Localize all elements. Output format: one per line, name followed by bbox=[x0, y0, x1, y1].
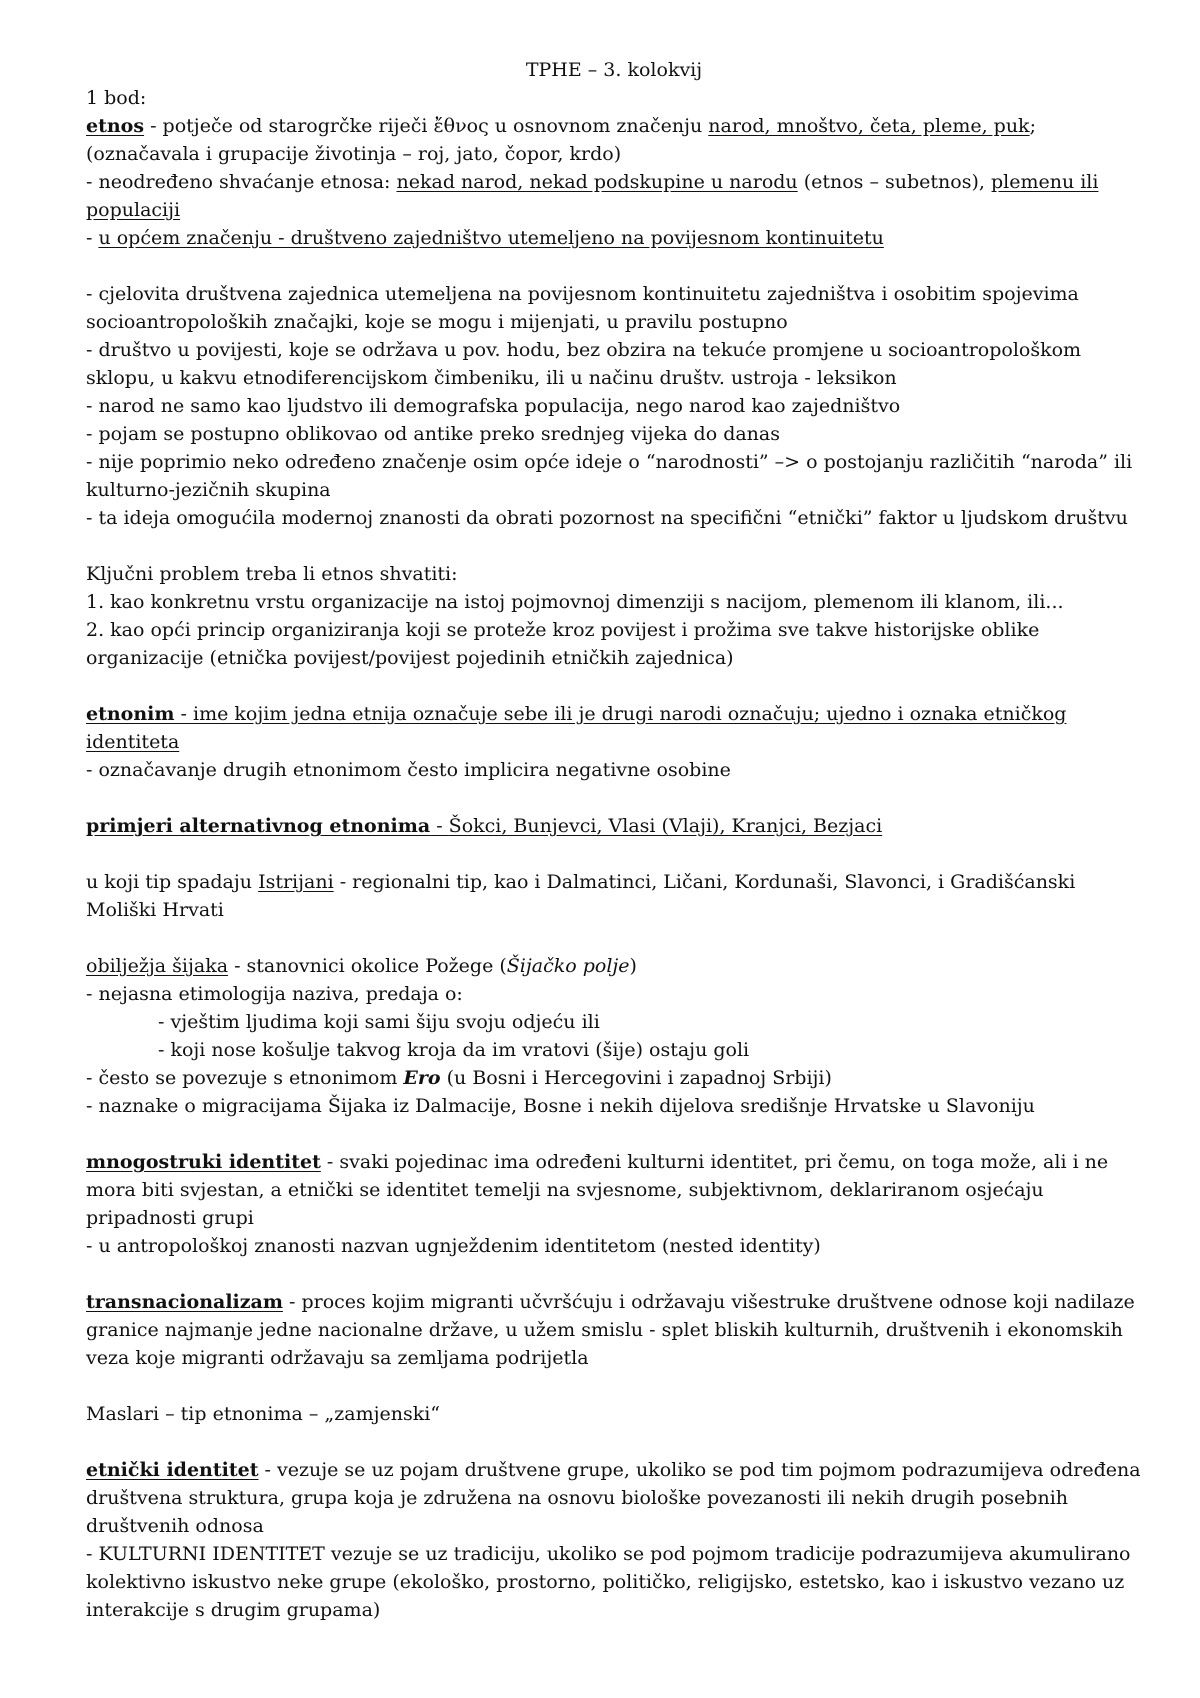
paragraph-gap bbox=[86, 532, 1142, 560]
points-label: 1 bod: bbox=[86, 87, 147, 109]
sijaci-line: - naznake o migracijama Šijaka iz Dalmacije, Bosne i nekih dijelova središnje Hrvatske u Slavoniju bbox=[86, 1095, 1035, 1117]
mnogostruki-line: - u antropološkoj znanosti nazvan ugnježdenim identitetom (nested identity) bbox=[86, 1235, 821, 1257]
paragraph-gap bbox=[86, 1428, 1142, 1456]
sijaci-line: - često se povezuje s etnonimom Ero (u Bosni i Hercegovini i zapadnoj Srbiji) bbox=[86, 1067, 832, 1089]
problem-line: 2. kao opći princip organiziranja koji se proteže kroz povijest i prožima sve takve historijske oblike organizacije (etnička povijest/povijest pojedinih etničkih zajednica) bbox=[86, 619, 1040, 669]
sijaci-line: - nejasna etimologija naziva, predaja o: bbox=[86, 983, 463, 1005]
etnos-line: - neodređeno shvaćanje etnosa: nekad narod, nekad podskupine u narodu (etnos – subetnos), plemenu ili populaciji bbox=[86, 171, 1099, 221]
paragraph-gap bbox=[86, 252, 1142, 280]
etnos-line: - u općem značenju - društveno zajedništvo utemeljeno na povijesnom kontinuitetu bbox=[86, 227, 884, 249]
sijaci-definition: obilježja šijaka - stanovnici okolice Požege (Šijačko polje) bbox=[86, 955, 637, 977]
page-title: TPHE – 3. kolokvij bbox=[525, 59, 703, 81]
mnogostruki-definition: mnogostruki identitet - svaki pojedinac ima određeni kulturni identitet, pri čemu, on toga može, ali i ne mora biti svjestan, a etnički se identitet temelji na svjesnome, subjektivnom, deklariranom osjećaju pripadnosti grupi bbox=[86, 1151, 1109, 1229]
sijaci-line: - vještim ljudima koji sami šiju svoju odjeću ili bbox=[158, 1011, 600, 1033]
istrijani-line: u koji tip spadaju Istrijani - regionalni tip, kao i Dalmatinci, Ličani, Kordunaši, Slavonci, i Gradišćanski Moliški Hrvati bbox=[86, 871, 1076, 921]
problem-line: Ključni problem treba li etnos shvatiti: bbox=[86, 563, 458, 585]
sijaci-line: - koji nose košulje takvog kroja da im vratovi (šije) ostaju goli bbox=[158, 1039, 750, 1061]
maslari-line: Maslari – tip etnonima – „zamjenski“ bbox=[86, 1403, 441, 1425]
etnos-line: - pojam se postupno oblikovao od antike preko srednjeg vijeka do danas bbox=[86, 423, 781, 445]
etnos-line: (označavala i grupacije životinja – roj, jato, čopor, krdo) bbox=[86, 143, 622, 165]
paragraph-gap bbox=[86, 784, 1142, 812]
paragraph-gap bbox=[86, 1372, 1142, 1400]
etnicki-line: - KULTURNI IDENTITET vezuje se uz tradiciju, ukoliko se pod pojmom tradicije podrazumijeva akumulirano kolektivno iskustvo neke grupe (ekološko, prostorno, političko, religijsko, estetsko, kao i iskustvo vezano uz interakcije s drugim grupama) bbox=[86, 1543, 1131, 1621]
etnonim-line: - označavanje drugih etnonimom često implicira negativne osobine bbox=[86, 759, 731, 781]
etnos-line: - narod ne samo kao ljudstvo ili demografska populacija, nego narod kao zajedništvo bbox=[86, 395, 901, 417]
etnonim-definition: etnonim - ime kojim jedna etnija označuje sebe ili je drugi narodi označuju; ujedno i oznaka etničkog identiteta bbox=[86, 703, 1067, 753]
paragraph-gap bbox=[86, 924, 1142, 952]
paragraph-gap bbox=[86, 672, 1142, 700]
paragraph-gap bbox=[86, 1120, 1142, 1148]
etnos-line: - cjelovita društvena zajednica utemeljena na povijesnom kontinuitetu zajedništva i osobitim spojevima socioantropoloških značajki, koje se mogu i mijenjati, u pravilu postupno bbox=[86, 283, 1079, 333]
paragraph-gap bbox=[86, 840, 1142, 868]
etnicki-definition: etnički identitet - vezuje se uz pojam društvene grupe, ukoliko se pod tim pojmom podrazumijeva određena društvena struktura, grupa koja je združena na osnovu biološke povezanosti ili nekih drugih posebnih društvenih odnosa bbox=[86, 1459, 1141, 1537]
etnos-term: etnos bbox=[86, 115, 145, 137]
transnacionalizam-definition: transnacionalizam - proces kojim migranti učvršćuju i održavaju višestruke društvene odnose koji nadilaze granice najmanje jedne nacionalne države, u užem smislu - splet bliskih kulturnih, društvenih i ekonomskih veza koje migranti održavaju sa zemljama podrijetla bbox=[86, 1291, 1135, 1369]
etnos-line: - ta ideja omogućila modernoj znanosti da obrati pozornost na specifični “etnički” faktor u ljudskom društvu bbox=[86, 507, 1128, 529]
problem-line: 1. kao konkretnu vrstu organizacije na istoj pojmovnoj dimenziji s nacijom, plemenom ili klanom, ili... bbox=[86, 591, 1064, 613]
etnos-line: - nije poprimio neko određeno značenje osim opće ideje o “narodnosti” –> o postojanju različitih “naroda” ili kulturno-jezičnih skupina bbox=[86, 451, 1133, 501]
etnos-line: - društvo u povijesti, koje se održava u pov. hodu, bez obzira na tekuće promjene u socioantropološkom sklopu, u kakvu etnodiferencijskom čimbeniku, ili u načinu društv. ustroja - leksikon bbox=[86, 339, 1082, 389]
etnos-definition: etnos - potječe od starogrčke riječi ἔθνος u osnovnom značenju narod, mnoštvo, četa, pleme, puk; bbox=[86, 115, 1036, 137]
paragraph-gap bbox=[86, 1260, 1142, 1288]
primjeri-definition: primjeri alternativnog etnonima - Šokci, Bunjevci, Vlasi (Vlaji), Kranjci, Bezjaci bbox=[86, 815, 883, 837]
